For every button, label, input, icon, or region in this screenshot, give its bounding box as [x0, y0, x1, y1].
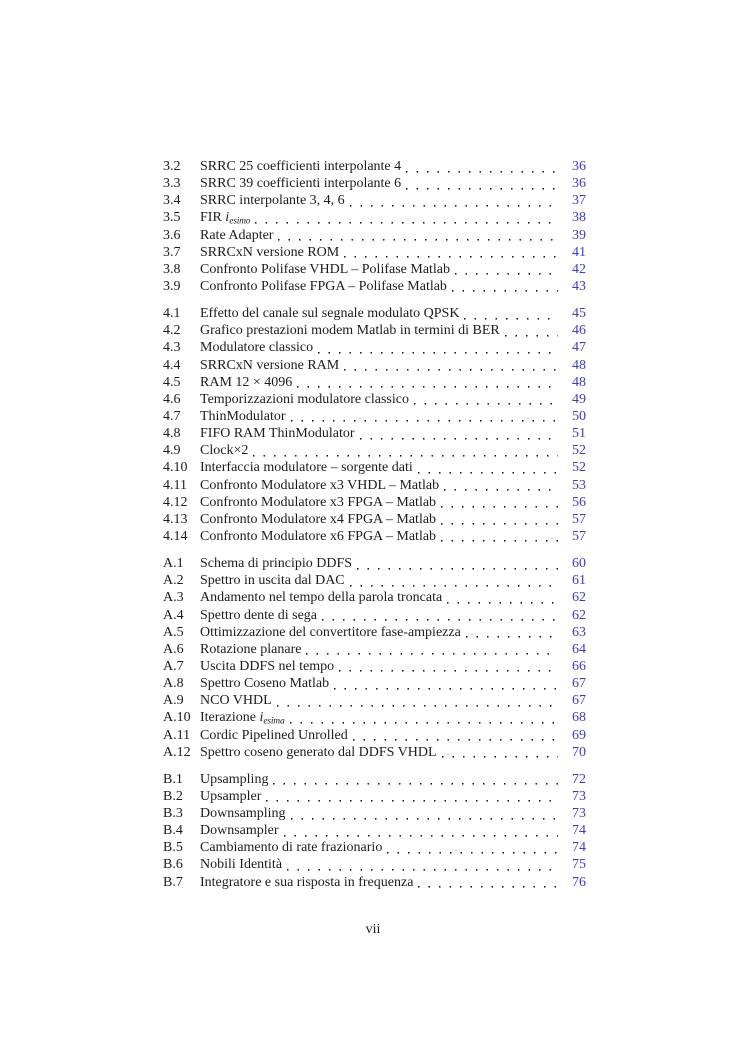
page-number-link[interactable]: 48 [572, 374, 586, 390]
figure-entry [163, 227, 586, 244]
figure-entry [163, 805, 586, 822]
figure-title: Downsampler [200, 823, 279, 839]
figure-title: Rate Adapter [200, 227, 274, 243]
dot-leader [464, 305, 558, 322]
figure-number: A.1 [163, 556, 184, 572]
page-number-link[interactable]: 74 [572, 840, 586, 856]
figure-title: Spettro Coseno Matlab [200, 676, 330, 692]
figure-title: Rotazione planare [200, 641, 302, 657]
page-number-link[interactable]: 52 [572, 460, 586, 476]
figure-number: A.9 [163, 693, 184, 709]
figure-number: B.5 [163, 840, 183, 856]
figure-entry [163, 442, 586, 459]
figure-title: Upsampling [200, 771, 269, 787]
figure-entry [163, 589, 586, 606]
figure-entry [163, 572, 586, 589]
page-number-link[interactable]: 36 [572, 159, 586, 174]
figure-number: 4.7 [163, 408, 181, 424]
figure-entry [163, 339, 586, 356]
figure-entry [163, 305, 586, 322]
figure-title: Confronto Modulatore x6 FPGA – Matlab [200, 528, 437, 544]
figure-title: Confronto Polifase VHDL – Polifase Matlab [200, 261, 451, 277]
page-number-link[interactable]: 51 [572, 426, 586, 442]
page-number-link[interactable]: 61 [572, 573, 586, 589]
page-number-link[interactable]: 46 [572, 323, 586, 339]
figure-number: 4.4 [163, 357, 181, 373]
figure-number: 3.3 [163, 176, 181, 192]
figure-title: FIFO RAM ThinModulator [200, 426, 355, 442]
page-number-link[interactable]: 67 [572, 676, 586, 692]
page-number-link[interactable]: 57 [572, 511, 586, 527]
figure-entry [163, 675, 586, 692]
figure-title: Confronto Polifase FPGA – Polifase Matlab [200, 278, 447, 294]
dot-leader [455, 261, 558, 278]
figure-number: 3.5 [163, 210, 181, 226]
dot-leader [441, 494, 558, 511]
page-number-link[interactable]: 63 [572, 624, 586, 640]
dot-leader [444, 477, 558, 494]
figure-title: Andamento nel tempo della parola troncata [200, 590, 443, 606]
figure-number: A.4 [163, 607, 184, 623]
figure-number: A.10 [163, 710, 191, 726]
page-number-link[interactable]: 56 [572, 494, 586, 510]
dot-leader [255, 209, 558, 226]
figure-title: Grafico prestazioni modem Matlab in termini di BER [200, 323, 500, 339]
page-number-link[interactable]: 43 [572, 278, 586, 294]
page-number-link[interactable]: 53 [572, 477, 586, 493]
page-number-link[interactable]: 76 [572, 874, 586, 890]
figure-title-math-segment: i [225, 210, 230, 226]
dot-leader [418, 874, 558, 891]
page-number-link[interactable]: 48 [572, 357, 586, 373]
dot-leader [441, 528, 558, 545]
page-number-link[interactable]: 37 [572, 193, 586, 209]
figure-number: 3.8 [163, 261, 181, 277]
page-number-link[interactable]: 49 [572, 391, 586, 407]
dot-leader [291, 408, 558, 425]
dot-leader [452, 278, 558, 295]
dot-leader [290, 709, 558, 726]
figure-number: 3.7 [163, 244, 181, 260]
page-number-link[interactable]: 73 [572, 788, 586, 804]
figure-number: B.7 [163, 874, 183, 890]
figure-title-math-segment: esimo [229, 216, 251, 227]
dot-leader [447, 589, 558, 606]
dot-leader [442, 744, 558, 761]
figure-number: A.11 [163, 727, 191, 743]
page-number-link[interactable]: 69 [572, 727, 586, 743]
dot-leader [284, 822, 558, 839]
figure-number: B.1 [163, 771, 183, 787]
dot-leader [334, 675, 558, 692]
figure-title: SRRC 25 coefficienti interpolante 4 [200, 159, 402, 174]
dot-leader [266, 788, 558, 805]
figure-entry [163, 425, 586, 442]
figure-entry [163, 261, 586, 278]
figure-entry [163, 822, 586, 839]
figure-number: 4.5 [163, 374, 181, 390]
figure-title: SRRC interpolante 3, 4, 6 [200, 193, 345, 209]
page-number-link[interactable]: 62 [572, 590, 586, 606]
figure-title: Spettro coseno generato dal DDFS VHDL [200, 744, 437, 760]
page-number-link[interactable]: 41 [572, 244, 586, 260]
page-number-link[interactable]: 36 [572, 176, 586, 192]
figure-title: Spettro dente di sega [200, 607, 318, 623]
dot-leader [387, 839, 558, 856]
dot-leader [353, 727, 558, 744]
figure-title: Cambiamento di rate frazionario [200, 840, 383, 856]
figure-entry [163, 624, 586, 641]
page-number-link[interactable]: 39 [572, 227, 586, 243]
figure-number: 4.14 [163, 528, 188, 544]
figure-number: 4.10 [163, 460, 188, 476]
figures-section-4 [163, 305, 586, 545]
dot-leader [344, 244, 558, 261]
figure-entry [163, 788, 586, 805]
figure-title: SRRCxN versione RAM [200, 357, 340, 373]
page-number-link[interactable]: 67 [572, 693, 586, 709]
figure-title: Nobili Identità [200, 857, 283, 873]
figure-title: Confronto Modulatore x3 VHDL – Matlab [200, 477, 440, 493]
figure-entry [163, 192, 586, 209]
page-number-link[interactable]: 74 [572, 823, 586, 839]
figure-number: 4.11 [163, 477, 187, 493]
figure-number: B.4 [163, 823, 183, 839]
figure-entry [163, 244, 586, 261]
dot-leader [406, 158, 558, 175]
figure-entry [163, 658, 586, 675]
figure-number: B.2 [163, 788, 183, 804]
page-number-link[interactable]: 64 [572, 641, 586, 657]
figure-title: Confronto Modulatore x4 FPGA – Matlab [200, 511, 437, 527]
figure-title: Temporizzazioni modulatore classico [200, 391, 409, 407]
dot-leader [273, 771, 558, 788]
figure-number: 3.6 [163, 227, 181, 243]
figure-number: 4.1 [163, 306, 181, 322]
figure-title: SRRCxN versione ROM [200, 244, 340, 260]
figure-title: Cordic Pipelined Unrolled [200, 727, 348, 743]
figure-title: NCO VHDL [200, 693, 272, 709]
dot-leader [357, 555, 558, 572]
figure-entry [163, 555, 586, 572]
figure-number: 3.2 [163, 159, 181, 174]
figure-number: A.8 [163, 676, 184, 692]
figure-entry [163, 511, 586, 528]
page-number-link[interactable]: 60 [572, 556, 586, 572]
figure-entry [163, 856, 586, 873]
figure-number: 4.3 [163, 340, 181, 356]
figure-entry [163, 709, 586, 726]
dot-leader [297, 374, 558, 391]
figure-number: 4.6 [163, 391, 181, 407]
figure-number: 4.13 [163, 511, 188, 527]
figure-title: Confronto Modulatore x3 FPGA – Matlab [200, 494, 437, 510]
figure-title-math-segment: i [259, 710, 264, 726]
figure-title: Integratore e sua risposta in frequenza [200, 874, 414, 890]
page-number-link[interactable]: 66 [572, 658, 586, 674]
figure-title: FIR iesimo [200, 210, 251, 227]
figure-title: ThinModulator [200, 408, 286, 424]
dot-leader [441, 511, 558, 528]
figure-title-math-segment: esima [263, 716, 285, 727]
figure-entry [163, 727, 586, 744]
figure-entry [163, 374, 586, 391]
figure-number: A.7 [163, 658, 184, 674]
list-of-figures [163, 158, 586, 891]
dot-leader [350, 192, 558, 209]
figure-entry [163, 322, 586, 339]
figure-number: A.3 [163, 590, 184, 606]
page-number-link[interactable]: 62 [572, 607, 586, 623]
figure-title: Upsampler [200, 788, 262, 804]
figures-section-A [163, 555, 586, 761]
figure-title: Schema di principio DDFS [200, 556, 353, 572]
figure-entry [163, 175, 586, 192]
dot-leader [306, 641, 558, 658]
figure-number: 4.2 [163, 323, 181, 339]
figure-entry [163, 209, 586, 226]
figure-number: B.3 [163, 806, 183, 822]
figure-entry [163, 692, 586, 709]
figure-title: Effetto del canale sul segnale modulato QPSK [200, 306, 460, 322]
figure-entry [163, 494, 586, 511]
figure-entry [163, 408, 586, 425]
figure-entry [163, 641, 586, 658]
page-number-link[interactable]: 70 [572, 744, 586, 760]
figure-entry [163, 839, 586, 856]
figure-number: 3.4 [163, 193, 181, 209]
dot-leader [339, 658, 558, 675]
dot-leader [360, 425, 558, 442]
figure-number: 4.8 [163, 426, 181, 442]
page-number-link[interactable]: 47 [572, 340, 586, 356]
figure-title: RAM 12 × 4096 [200, 374, 293, 390]
figure-title: Clock×2 [200, 443, 249, 459]
figures-section-3 [163, 158, 586, 295]
figure-title: Spettro in uscita dal DAC [200, 573, 345, 589]
figure-entry [163, 874, 586, 891]
figure-entry [163, 459, 586, 476]
figure-entry [163, 391, 586, 408]
figures-section-B [163, 771, 586, 891]
figure-title: Iterazione iesima [200, 710, 285, 727]
dot-leader [406, 175, 558, 192]
figure-entry [163, 158, 586, 175]
figure-number: 4.12 [163, 494, 188, 510]
figure-title: Interfaccia modulatore – sorgente dati [200, 460, 413, 476]
figure-number: A.2 [163, 573, 184, 589]
figure-entry [163, 278, 586, 295]
figure-entry [163, 607, 586, 624]
page-number-link[interactable]: 75 [572, 857, 586, 873]
figure-title: SRRC 39 coefficienti interpolante 6 [200, 176, 402, 192]
dot-leader [291, 805, 558, 822]
page-number-link[interactable]: 73 [572, 806, 586, 822]
figure-entry [163, 528, 586, 545]
figure-number: B.6 [163, 857, 183, 873]
page-number-link[interactable]: 68 [572, 710, 586, 726]
page-number-link[interactable]: 50 [572, 408, 586, 424]
figure-number: A.5 [163, 624, 184, 640]
figure-number: 4.9 [163, 443, 181, 459]
figure-title: Uscita DDFS nel tempo [200, 658, 335, 674]
dot-leader [322, 607, 558, 624]
dot-leader [350, 572, 558, 589]
dot-leader [253, 442, 558, 459]
figure-entry [163, 477, 586, 494]
page-number-link[interactable]: 72 [572, 771, 586, 787]
figure-entry [163, 771, 586, 788]
figure-entry [163, 357, 586, 374]
figure-number: A.12 [163, 744, 191, 760]
dot-leader [344, 357, 558, 374]
page-number-link[interactable]: 57 [572, 528, 586, 544]
dot-leader [466, 624, 558, 641]
page-number-link[interactable]: 52 [572, 443, 586, 459]
dot-leader [278, 227, 558, 244]
dot-leader [277, 692, 558, 709]
figure-title: Modulatore classico [200, 340, 314, 356]
figure-number: 3.9 [163, 278, 181, 294]
figure-title: Ottimizzazione del convertitore fase-ampiezza [200, 624, 461, 640]
dot-leader [418, 459, 558, 476]
figure-title: Downsampling [200, 806, 286, 822]
page-footer: vii [365, 922, 381, 937]
page-number-link[interactable]: 38 [572, 210, 586, 226]
figure-number: A.6 [163, 641, 184, 657]
page-number-link[interactable]: 42 [572, 261, 586, 277]
figure-entry [163, 744, 586, 761]
dot-leader [505, 322, 558, 339]
dot-leader [414, 391, 558, 408]
page-number-link[interactable]: 45 [572, 306, 586, 322]
dot-leader [318, 339, 558, 356]
dot-leader [287, 856, 558, 873]
